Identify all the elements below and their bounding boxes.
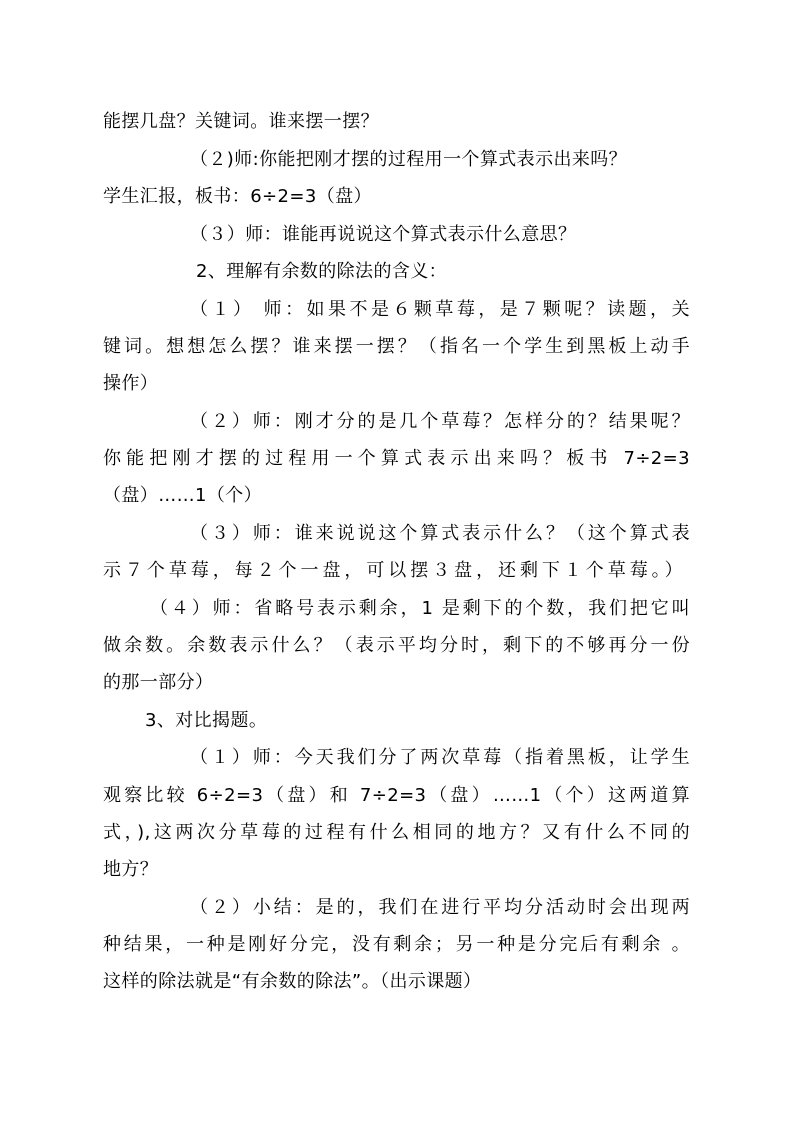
text-line-6: （１） 师：如果不是６颗草莓，是７颗呢？读题，关	[190, 299, 690, 320]
text-line-3: 学生汇报，板书：6÷2=3（盘）	[103, 186, 372, 207]
text-line-8: 操作）	[103, 373, 159, 394]
text-line-11: （盘）……1（个）	[103, 485, 263, 506]
text-line-16: 的那一部分）	[103, 672, 214, 693]
text-line-9: （２）师：刚才分的是几个草莓？怎样分的？结果呢？	[190, 411, 690, 432]
text-line-12: （３）师：谁来说说这个算式表示什么？（这个算式表	[190, 523, 690, 544]
text-line-7: 键词。想想怎么摆？谁来摆一摆？（指名一个学生到黑板上动手	[103, 336, 690, 357]
text-line-10: 你能把刚才摆的过程用一个算式表示出来吗？板书 7÷2=3	[103, 448, 690, 469]
text-line-19: 观察比较 6÷2=3（盘）和 7÷2=3（盘）……1（个）这两道算	[103, 785, 690, 806]
text-line-1: 能摆几盘？关键词。谁来摆一摆？	[103, 111, 379, 132]
text-line-14: （４）师：省略号表示剩余，1 是剩下的个数，我们把它叫	[150, 598, 690, 619]
text-line-2: （２)师:你能把刚才摆的过程用一个算式表示出来吗？	[190, 149, 628, 170]
text-line-22: （２）小结：是的，我们在进行平均分活动时会出现两	[190, 897, 690, 918]
text-line-24: 这样的除法就是“有余数的除法”。（出示课题）	[103, 971, 482, 992]
text-line-15: 做余数。余数表示什么？（表示平均分时，剩下的不够再分一份	[103, 635, 690, 656]
text-line-4: （３）师：谁能再说说这个算式表示什么意思？	[190, 224, 577, 245]
text-line-13: 示７个草莓，每２个一盘，可以摆３盘，还剩下１个草莓。）	[103, 560, 683, 581]
text-line-17: 3、对比揭题。	[145, 710, 268, 731]
text-line-23: 种结果，一种是刚好分完，没有剩余；另一种是分完后有剩余 。	[103, 934, 690, 955]
text-line-21: 地方？	[103, 859, 159, 880]
text-line-5: 2、理解有余数的除法的含义：	[196, 261, 448, 282]
text-line-20: 式，),这两次分草莓的过程有什么相同的地方？又有什么不同的	[103, 822, 690, 843]
text-line-18: （１）师：今天我们分了两次草莓（指着黑板，让学生	[190, 747, 690, 768]
